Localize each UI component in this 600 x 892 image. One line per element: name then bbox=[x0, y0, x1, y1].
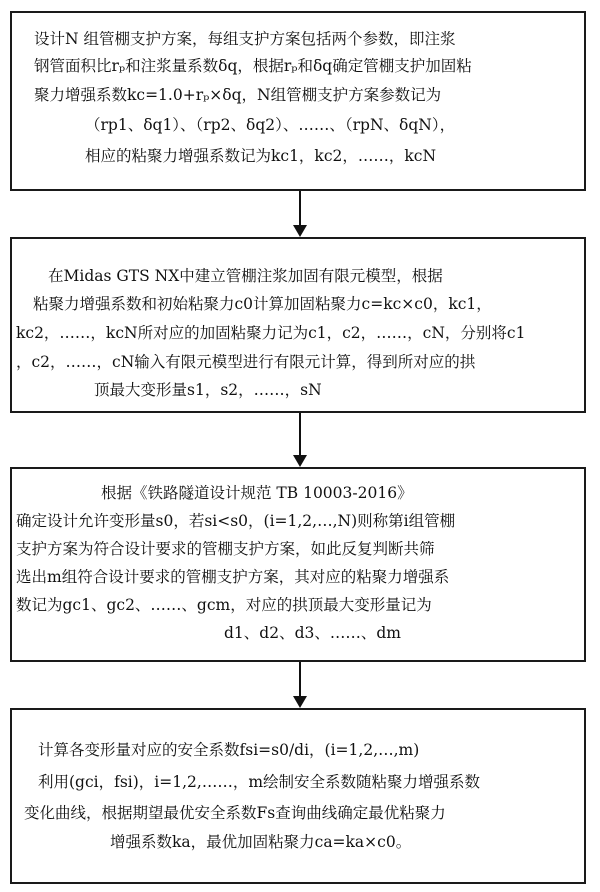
step-3-line-6: d1、d2、d3、……、dm bbox=[224, 624, 401, 642]
step-1-box bbox=[10, 11, 586, 191]
arrow-2 bbox=[292, 413, 308, 467]
step-4-line-3: 变化曲线，根据期望最优安全系数Fs查询曲线确定最优粘聚力 bbox=[24, 804, 446, 822]
arrow-3 bbox=[292, 662, 308, 708]
step-3-box bbox=[10, 467, 586, 662]
step-3-line-1: 根据《铁路隧道设计规范 TB 10003-2016》 bbox=[101, 484, 413, 502]
step-4-line-2: 利用(gci，fsi)，i=1,2,……，m绘制安全系数随粘聚力增强系数 bbox=[38, 773, 481, 791]
step-3-line-2: 确定设计允许变形量s0，若si<s0，(i=1,2,…,N)则称第i组管棚 bbox=[16, 512, 456, 530]
step-2-line-5: 顶最大变形量s1，s2，……，sN bbox=[94, 381, 322, 399]
step-1-line-3: 聚力增强系数kc=1.0+rₚ×δq，N组管棚支护方案参数记为 bbox=[34, 86, 442, 104]
step-1-line-2: 钢管面积比rₚ和注浆量系数δq，根据rₚ和δq确定管棚支护加固粘 bbox=[34, 57, 472, 75]
step-2-box bbox=[10, 237, 586, 413]
arrow-1 bbox=[292, 191, 308, 237]
step-4-box bbox=[10, 708, 586, 884]
step-1-line-4: （rp1、δq1）、（rp2、δq2）、……、（rpN、δqN）， bbox=[85, 116, 456, 134]
step-4-line-4: 增强系数ka，最优加固粘聚力ca=ka×c0。 bbox=[110, 833, 412, 851]
step-4-line-1: 计算各变形量对应的安全系数fsi=s0/di，(i=1,2,…,m) bbox=[38, 741, 420, 759]
step-1-line-5: 相应的粘聚力增强系数记为kc1，kc2，……，kcN bbox=[85, 147, 437, 165]
step-2-line-1: 在Midas GTS NX中建立管棚注浆加固有限元模型，根据 bbox=[48, 267, 443, 285]
step-3-line-5: 数记为gc1、gc2、……、gcm，对应的拱顶最大变形量记为 bbox=[16, 596, 432, 614]
step-2-line-4: ，c2，……，cN输入有限元模型进行有限元计算，得到所对应的拱 bbox=[16, 353, 476, 371]
step-1-line-1: 设计N 组管棚支护方案，每组支护方案包括两个参数，即注浆 bbox=[34, 30, 456, 48]
step-3-line-3: 支护方案为符合设计要求的管棚支护方案，如此反复判断共筛 bbox=[16, 540, 435, 558]
step-2-line-3: kc2，……，kcN所对应的加固粘聚力记为c1，c2，……，cN，分别将c1 bbox=[16, 324, 526, 342]
step-2-line-2: 粘聚力增强系数和初始粘聚力c0计算加固粘聚力c=kc×c0，kc1， bbox=[33, 295, 492, 313]
step-3-line-4: 选出m组符合设计要求的管棚支护方案，其对应的粘聚力增强系 bbox=[16, 568, 450, 586]
